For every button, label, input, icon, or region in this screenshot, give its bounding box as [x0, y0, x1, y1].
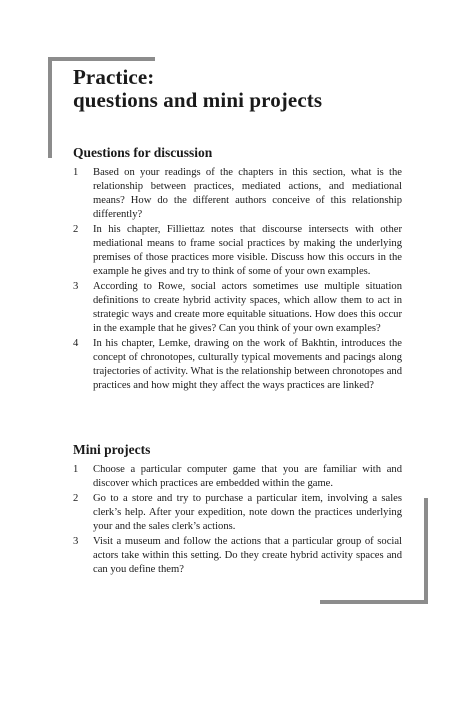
mini-project-text: Go to a store and try to purchase a particular item, involving a sales clerk’s help. After your expedition, note down the practices underlying your and the sales clerk’s actions.	[93, 493, 402, 532]
question-text: In his chapter, Filliettaz notes that discourse intersects with other mediational means to frame social practices by making the underlying premises of those practices more visible. Discuss how this occurs in the example he gives and try to think of some of your own examples.	[93, 224, 402, 277]
corner-bracket-bottom-right-horizontal	[320, 600, 428, 604]
mini-project-number: 2	[73, 493, 79, 504]
corner-bracket-bottom-right-vertical	[424, 498, 428, 604]
question-item-4	[73, 337, 402, 393]
mini-project-item-3	[73, 535, 402, 577]
page-title	[73, 66, 322, 112]
mini-project-item-2	[73, 492, 402, 534]
question-number: 4	[73, 338, 79, 349]
mini-project-number: 1	[73, 464, 79, 475]
mini-project-text: Choose a particular computer game that you are familiar with and discover which practices are embedded within the game.	[93, 464, 402, 489]
question-text: Based on your readings of the chapters in this section, what is the relationship between practices, mediated actions, and mediational means? How do the different authors conceive of this relationship differently?	[93, 167, 402, 220]
mini-project-text: Visit a museum and follow the actions that a particular group of social actors take within this setting. Do they create hybrid activity spaces and can you define them?	[93, 536, 402, 575]
corner-bracket-top-left-horizontal	[48, 57, 155, 61]
question-number: 2	[73, 224, 79, 235]
mini-project-number: 3	[73, 536, 79, 547]
questions-heading: Questions for discussion	[73, 145, 213, 160]
question-text: In his chapter, Lemke, drawing on the work of Bakhtin, introduces the concept of chronotopes, culturally typical movements and pacings along trajectories of activity. What is the relationship between chronotopes and practices and how might they affect the ways practices are linked?	[93, 338, 402, 391]
question-number: 1	[73, 167, 79, 178]
question-item-1	[73, 166, 402, 222]
question-item-3	[73, 280, 402, 336]
page-title-line-1: Practice:	[73, 65, 155, 89]
mini-projects-heading: Mini projects	[73, 442, 151, 457]
questions-list	[73, 166, 402, 393]
question-number: 3	[73, 281, 79, 292]
mini-projects-list	[73, 463, 402, 577]
question-text: According to Rowe, social actors sometimes use multiple situation definitions to create hybrid activity spaces, which allow them to act in strategic ways and create more equitable situations. How does this occur in the example that he gives? Can you think of your own examples?	[93, 281, 402, 334]
question-item-2	[73, 223, 402, 279]
page-title-line-2: questions and mini projects	[73, 88, 323, 112]
mini-project-item-1	[73, 463, 402, 491]
corner-bracket-top-left-vertical	[48, 57, 52, 158]
